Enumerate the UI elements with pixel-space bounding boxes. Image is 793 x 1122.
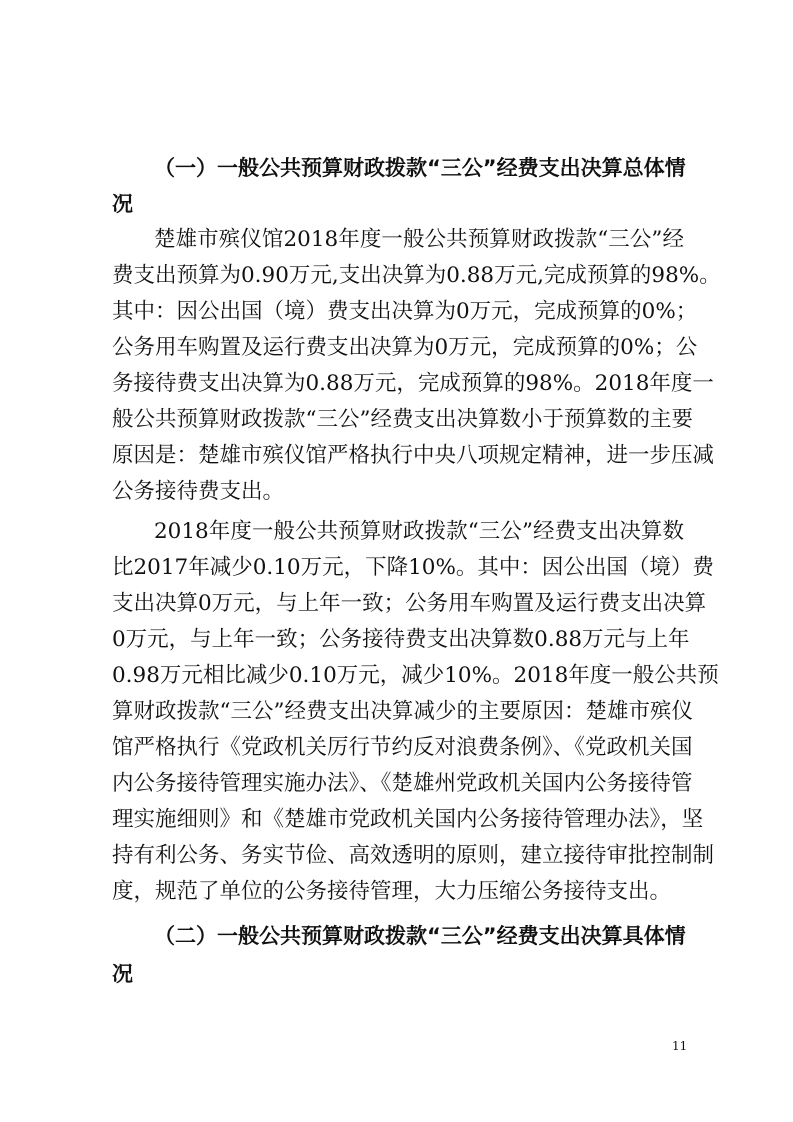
section-heading-2-cont: 况 — [112, 962, 133, 986]
paragraph-line: 持有利公务、务实节俭、高效透明的原则，建立接待审批控制制 — [112, 843, 715, 868]
paragraph-line: 度，规范了单位的公务接待管理，大力压缩公务接待支出。 — [112, 879, 672, 904]
section-heading-1: （一）一般公共预算财政拨款“三公”经费支出决算总体情 — [154, 156, 686, 180]
paragraph-line: 2018年度一般公共预算财政拨款“三公”经费支出决算数 — [154, 519, 684, 544]
paragraph-line: 其中：因公出国（境）费支出决算为0万元，完成预算的0%； — [112, 299, 698, 324]
paragraph-line: 般公共预算财政拨款“三公”经费支出决算数小于预算数的主要 — [112, 407, 693, 432]
paragraph-line: 公务接待费支出。 — [112, 479, 285, 504]
paragraph-line: 公务用车购置及运行费支出决算为0万元，完成预算的0%；公 — [112, 335, 698, 360]
section-heading-2: （二）一般公共预算财政拨款“三公”经费支出决算具体情 — [154, 924, 686, 948]
page-number: 11 — [672, 1039, 688, 1053]
paragraph-line: 比2017年减少0.10万元，下降10%。其中：因公出国（境）费 — [112, 555, 714, 580]
section-heading-1-cont: 况 — [112, 192, 133, 216]
paragraph-line: 原因是：楚雄市殡仪馆严格执行中央八项规定精神，进一步压减 — [112, 443, 715, 468]
paragraph-line: 务接待费支出决算为0.88万元，完成预算的98%。2018年度一 — [112, 371, 714, 396]
paragraph-line: 楚雄市殡仪馆2018年度一般公共预算财政拨款“三公”经 — [154, 227, 684, 252]
paragraph-line: 0.98万元相比减少0.10万元，减少10%。2018年度一般公共预 — [112, 663, 719, 688]
paragraph-line: 内公务接待管理实施办法》、《楚雄州党政机关国内公务接待管 — [112, 771, 693, 796]
paragraph-line: 馆严格执行《党政机关厉行节约反对浪费条例》、《党政机关国 — [112, 735, 693, 760]
paragraph-line: 费支出预算为0.90万元,支出决算为0.88万元,完成预算的98%。 — [112, 263, 721, 288]
paragraph-line: 支出决算0万元，与上年一致；公务用车购置及运行费支出决算 — [112, 591, 707, 616]
paragraph-line: 理实施细则》和《楚雄市党政机关国内公务接待管理办法》，坚 — [112, 807, 704, 832]
paragraph-line: 0万元，与上年一致；公务接待费支出决算数0.88万元与上年 — [112, 627, 690, 652]
paragraph-line: 算财政拨款“三公”经费支出决算减少的主要原因：楚雄市殡仪 — [112, 699, 693, 724]
